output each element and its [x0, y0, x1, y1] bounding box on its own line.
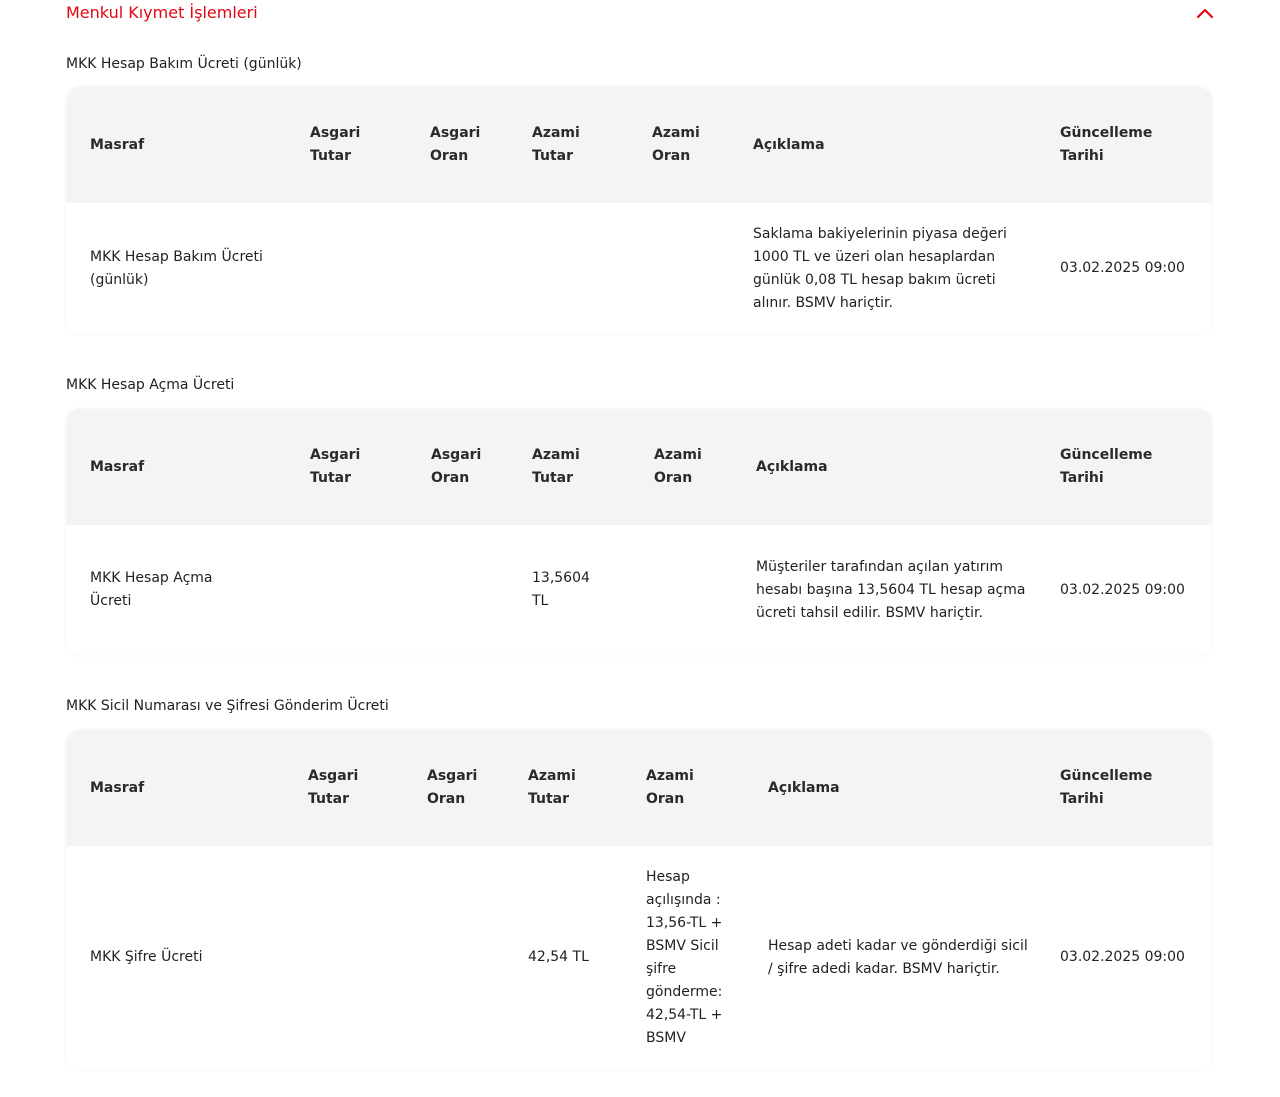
table-title: MKK Hesap Açma Ücreti — [66, 377, 235, 393]
header-masraf: Masraf — [90, 136, 145, 153]
header-aciklama: Açıklama — [753, 136, 825, 153]
header-aciklama: Açıklama — [756, 458, 828, 475]
table-title: MKK Sicil Numarası ve Şifresi Gönderim Ücreti — [66, 698, 389, 714]
header-asgari-oran: Asgari Oran — [430, 125, 481, 164]
header-guncelleme-tarihi: Güncelleme Tarihi — [1060, 768, 1153, 807]
cell-azami-tutar — [532, 203, 622, 334]
chevron-up-icon[interactable] — [1195, 5, 1215, 21]
fee-table — [66, 87, 1212, 334]
cell-asgari-tutar — [310, 203, 420, 334]
cell-asgari-oran — [431, 525, 521, 655]
cell-azami-tutar: 13,5604 TL — [532, 570, 590, 609]
cell-asgari-oran — [430, 203, 520, 334]
cell-azami-oran: Hesap açılışında : 13,56-TL + BSMV Sicil şifre gönderme: 42,54-TL + BSMV — [646, 868, 723, 1046]
cell-aciklama: Hesap adeti kadar ve gönderdiği sicil / şifre adedi kadar. BSMV hariçtir. — [768, 937, 1028, 977]
cell-azami-oran — [654, 525, 744, 655]
cell-asgari-tutar — [310, 525, 420, 655]
section-header[interactable] — [0, 0, 1280, 34]
table-row — [66, 203, 1212, 334]
cell-azami-tutar: 42,54 TL — [528, 949, 589, 965]
cell-asgari-oran — [427, 846, 517, 1069]
table-header-row — [66, 409, 1212, 525]
header-azami-oran: Azami Oran — [654, 447, 702, 486]
header-azami-tutar: Azami Tutar — [528, 768, 576, 807]
cell-guncelleme-tarihi: 03.02.2025 09:00 — [1060, 581, 1185, 598]
fee-table — [66, 409, 1212, 655]
table-header-row — [66, 730, 1212, 846]
header-azami-tutar: Azami Tutar — [532, 447, 580, 486]
cell-aciklama: Saklama bakiyelerinin piyasa değeri 1000 TL ve üzeri olan hesaplardan günlük 0,08 TL hesap bakım ücreti alınır. BSMV hariçtir. — [753, 225, 1007, 311]
table-header-row — [66, 87, 1212, 203]
header-asgari-oran: Asgari Oran — [431, 447, 482, 486]
header-azami-oran: Azami Oran — [646, 768, 694, 807]
cell-masraf: MKK Şifre Ücreti — [90, 949, 203, 965]
header-asgari-oran: Asgari Oran — [427, 768, 478, 807]
header-azami-oran: Azami Oran — [652, 125, 700, 164]
header-guncelleme-tarihi: Güncelleme Tarihi — [1060, 125, 1153, 164]
cell-masraf: MKK Hesap Bakım Ücreti (günlük) — [90, 248, 263, 288]
header-masraf: Masraf — [90, 779, 145, 796]
header-asgari-tutar: Asgari Tutar — [308, 768, 359, 807]
header-guncelleme-tarihi: Güncelleme Tarihi — [1060, 447, 1153, 486]
cell-aciklama: Müşteriler tarafından açılan yatırım hesabı başına 13,5604 TL hesap açma ücreti tahsil edilir. BSMV hariçtir. — [756, 558, 1026, 621]
header-asgari-tutar: Asgari Tutar — [310, 125, 361, 164]
cell-guncelleme-tarihi: 03.02.2025 09:00 — [1060, 949, 1185, 965]
header-masraf: Masraf — [90, 458, 145, 475]
fee-table — [66, 730, 1212, 1069]
header-asgari-tutar: Asgari Tutar — [310, 447, 361, 486]
cell-masraf: MKK Hesap Açma Ücreti — [90, 570, 213, 609]
table-row — [66, 846, 1212, 1069]
cell-azami-oran — [652, 203, 742, 334]
table-row — [66, 525, 1212, 655]
table-title: MKK Hesap Bakım Ücreti (günlük) — [66, 56, 302, 72]
cell-asgari-tutar — [308, 846, 418, 1069]
section-title: Menkul Kıymet İşlemleri — [66, 3, 258, 22]
cell-guncelleme-tarihi: 03.02.2025 09:00 — [1060, 260, 1185, 276]
header-azami-tutar: Azami Tutar — [532, 125, 580, 164]
header-aciklama: Açıklama — [768, 779, 840, 796]
